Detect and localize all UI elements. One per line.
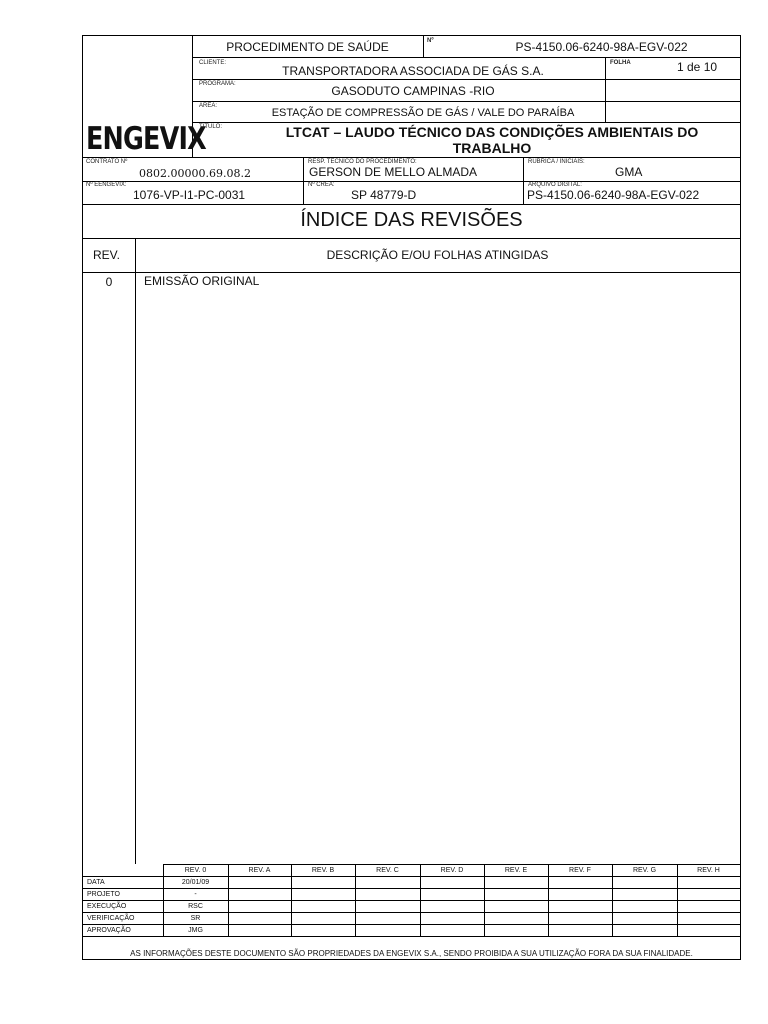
title-label: TITULO: [199,124,223,130]
crea-label: Nº CREA: [308,182,335,188]
table-cell: SR [163,913,228,925]
description-column-header: DESCRIÇÃO E/OU FOLHAS ATINGIDAS [326,248,549,262]
table-cell [420,901,484,913]
table-cell [484,877,548,889]
row-label: DATA [83,877,163,889]
table-cell [291,889,355,901]
table-cell [228,877,291,889]
column-header: REV. 0 [163,865,228,877]
program-name: GASODUTO CAMPINAS -RIO [331,84,495,98]
table-cell [484,913,548,925]
document-frame [82,35,741,960]
revision-number: 0 [105,275,113,289]
table-cell [355,925,420,937]
table-row [83,877,740,889]
program-label: PROGRAMA: [199,81,236,87]
table-cell [228,913,291,925]
table-cell [228,925,291,937]
table-cell [677,901,740,913]
table-cell [548,889,612,901]
table-cell [612,901,677,913]
row-label: EXECUÇÃO [83,901,163,913]
table-cell [420,877,484,889]
procedure-type: PROCEDIMENTO DE SAÚDE [226,40,389,54]
table-cell: 20/01/09 [163,877,228,889]
table-row [83,889,740,901]
contract-number: 0802.00000.69.08.2 [139,167,251,180]
row-label: PROJETO [83,889,163,901]
table-cell [548,913,612,925]
table-cell [677,925,740,937]
table-row [83,913,740,925]
contract-label: CONTRATO Nº [86,159,128,165]
document-number: PS-4150.06-6240-98A-EGV-022 [515,40,688,54]
responsible-label: RESP. TECNICO DO PROCEDIMENTO: [308,159,417,165]
column-header: REV. C [355,865,420,877]
table-cell [291,925,355,937]
table-cell [228,889,291,901]
table-cell [420,913,484,925]
table-cell [291,901,355,913]
table-cell [548,901,612,913]
table-cell [420,889,484,901]
sheet-label: FOLHA [610,60,631,66]
row-label: VERIFICAÇÃO [83,913,163,925]
rubric-initials: GMA [615,165,643,179]
signature-table [83,864,741,937]
table-cell [677,889,740,901]
client-name: TRANSPORTADORA ASSOCIADA DE GÁS S.A. [282,64,544,78]
table-cell [612,913,677,925]
table-cell [612,877,677,889]
crea-number: SP 48779-D [351,188,417,202]
table-row [83,925,740,937]
area-label: AREA: [199,103,218,109]
table-cell: JMG [163,925,228,937]
table-cell [228,901,291,913]
rev-column-header: REV. [93,248,120,262]
number-label: Nº [427,38,434,44]
table-cell [291,913,355,925]
table-cell: RSC [163,901,228,913]
column-header: REV. E [484,865,548,877]
table-cell [612,925,677,937]
column-header: REV. A [228,865,291,877]
table-cell [355,913,420,925]
table-cell [355,901,420,913]
table-cell [677,913,740,925]
corner-cell [83,865,163,877]
column-header: REV. B [291,865,355,877]
column-header: REV. D [420,865,484,877]
table-cell [484,925,548,937]
client-label: CLIENTE: [199,60,227,66]
table-cell [484,901,548,913]
column-header: REV. G [612,865,677,877]
table-cell [548,925,612,937]
revision-description: EMISSÃO ORIGINAL [144,274,260,288]
table-cell [612,889,677,901]
engevix-number: 1076-VP-I1-PC-0031 [133,188,246,202]
row-label: APROVAÇÃO [83,925,163,937]
revisions-heading: ÍNDICE DAS REVISÕES [300,209,523,231]
confidentiality-footer: AS INFORMAÇÕES DESTE DOCUMENTO SÃO PROPRIEDADES DA ENGEVIX S.A., SENDO PROIBIDA A SUA UTILIZAÇÃO FORA DA SUA FINALIDADE. [130,949,693,958]
table-cell [291,877,355,889]
sheet-number: 1 de 10 [677,60,718,74]
table-cell [677,877,740,889]
document-title: LTCAT – LAUDO TÉCNICO DAS CONDIÇÕES AMBIENTAIS DO TRABALHO [285,124,699,156]
engevix-logo: ENGEVIX [86,121,206,157]
engevix-number-label: Nº EENGEVIX: [86,182,127,188]
table-row [83,901,740,913]
table-cell [484,889,548,901]
table-cell [355,889,420,901]
digital-file-name: PS-4150.06-6240-98A-EGV-022 [527,188,700,202]
table-cell [420,925,484,937]
area-name: ESTAÇÃO DE COMPRESSÃO DE GÁS / VALE DO PARAÍBA [271,107,575,119]
table-cell: - [163,889,228,901]
column-header: REV. H [677,865,740,877]
rubric-label: RUBRICA / INICIAIS: [528,159,585,165]
responsible-name: GERSON DE MELLO ALMADA [309,165,478,179]
column-header: REV. F [548,865,612,877]
digital-file-label: ARQUIVO DIGITAL: [528,182,582,188]
signature-header-row [83,865,740,877]
table-cell [548,877,612,889]
table-cell [355,877,420,889]
